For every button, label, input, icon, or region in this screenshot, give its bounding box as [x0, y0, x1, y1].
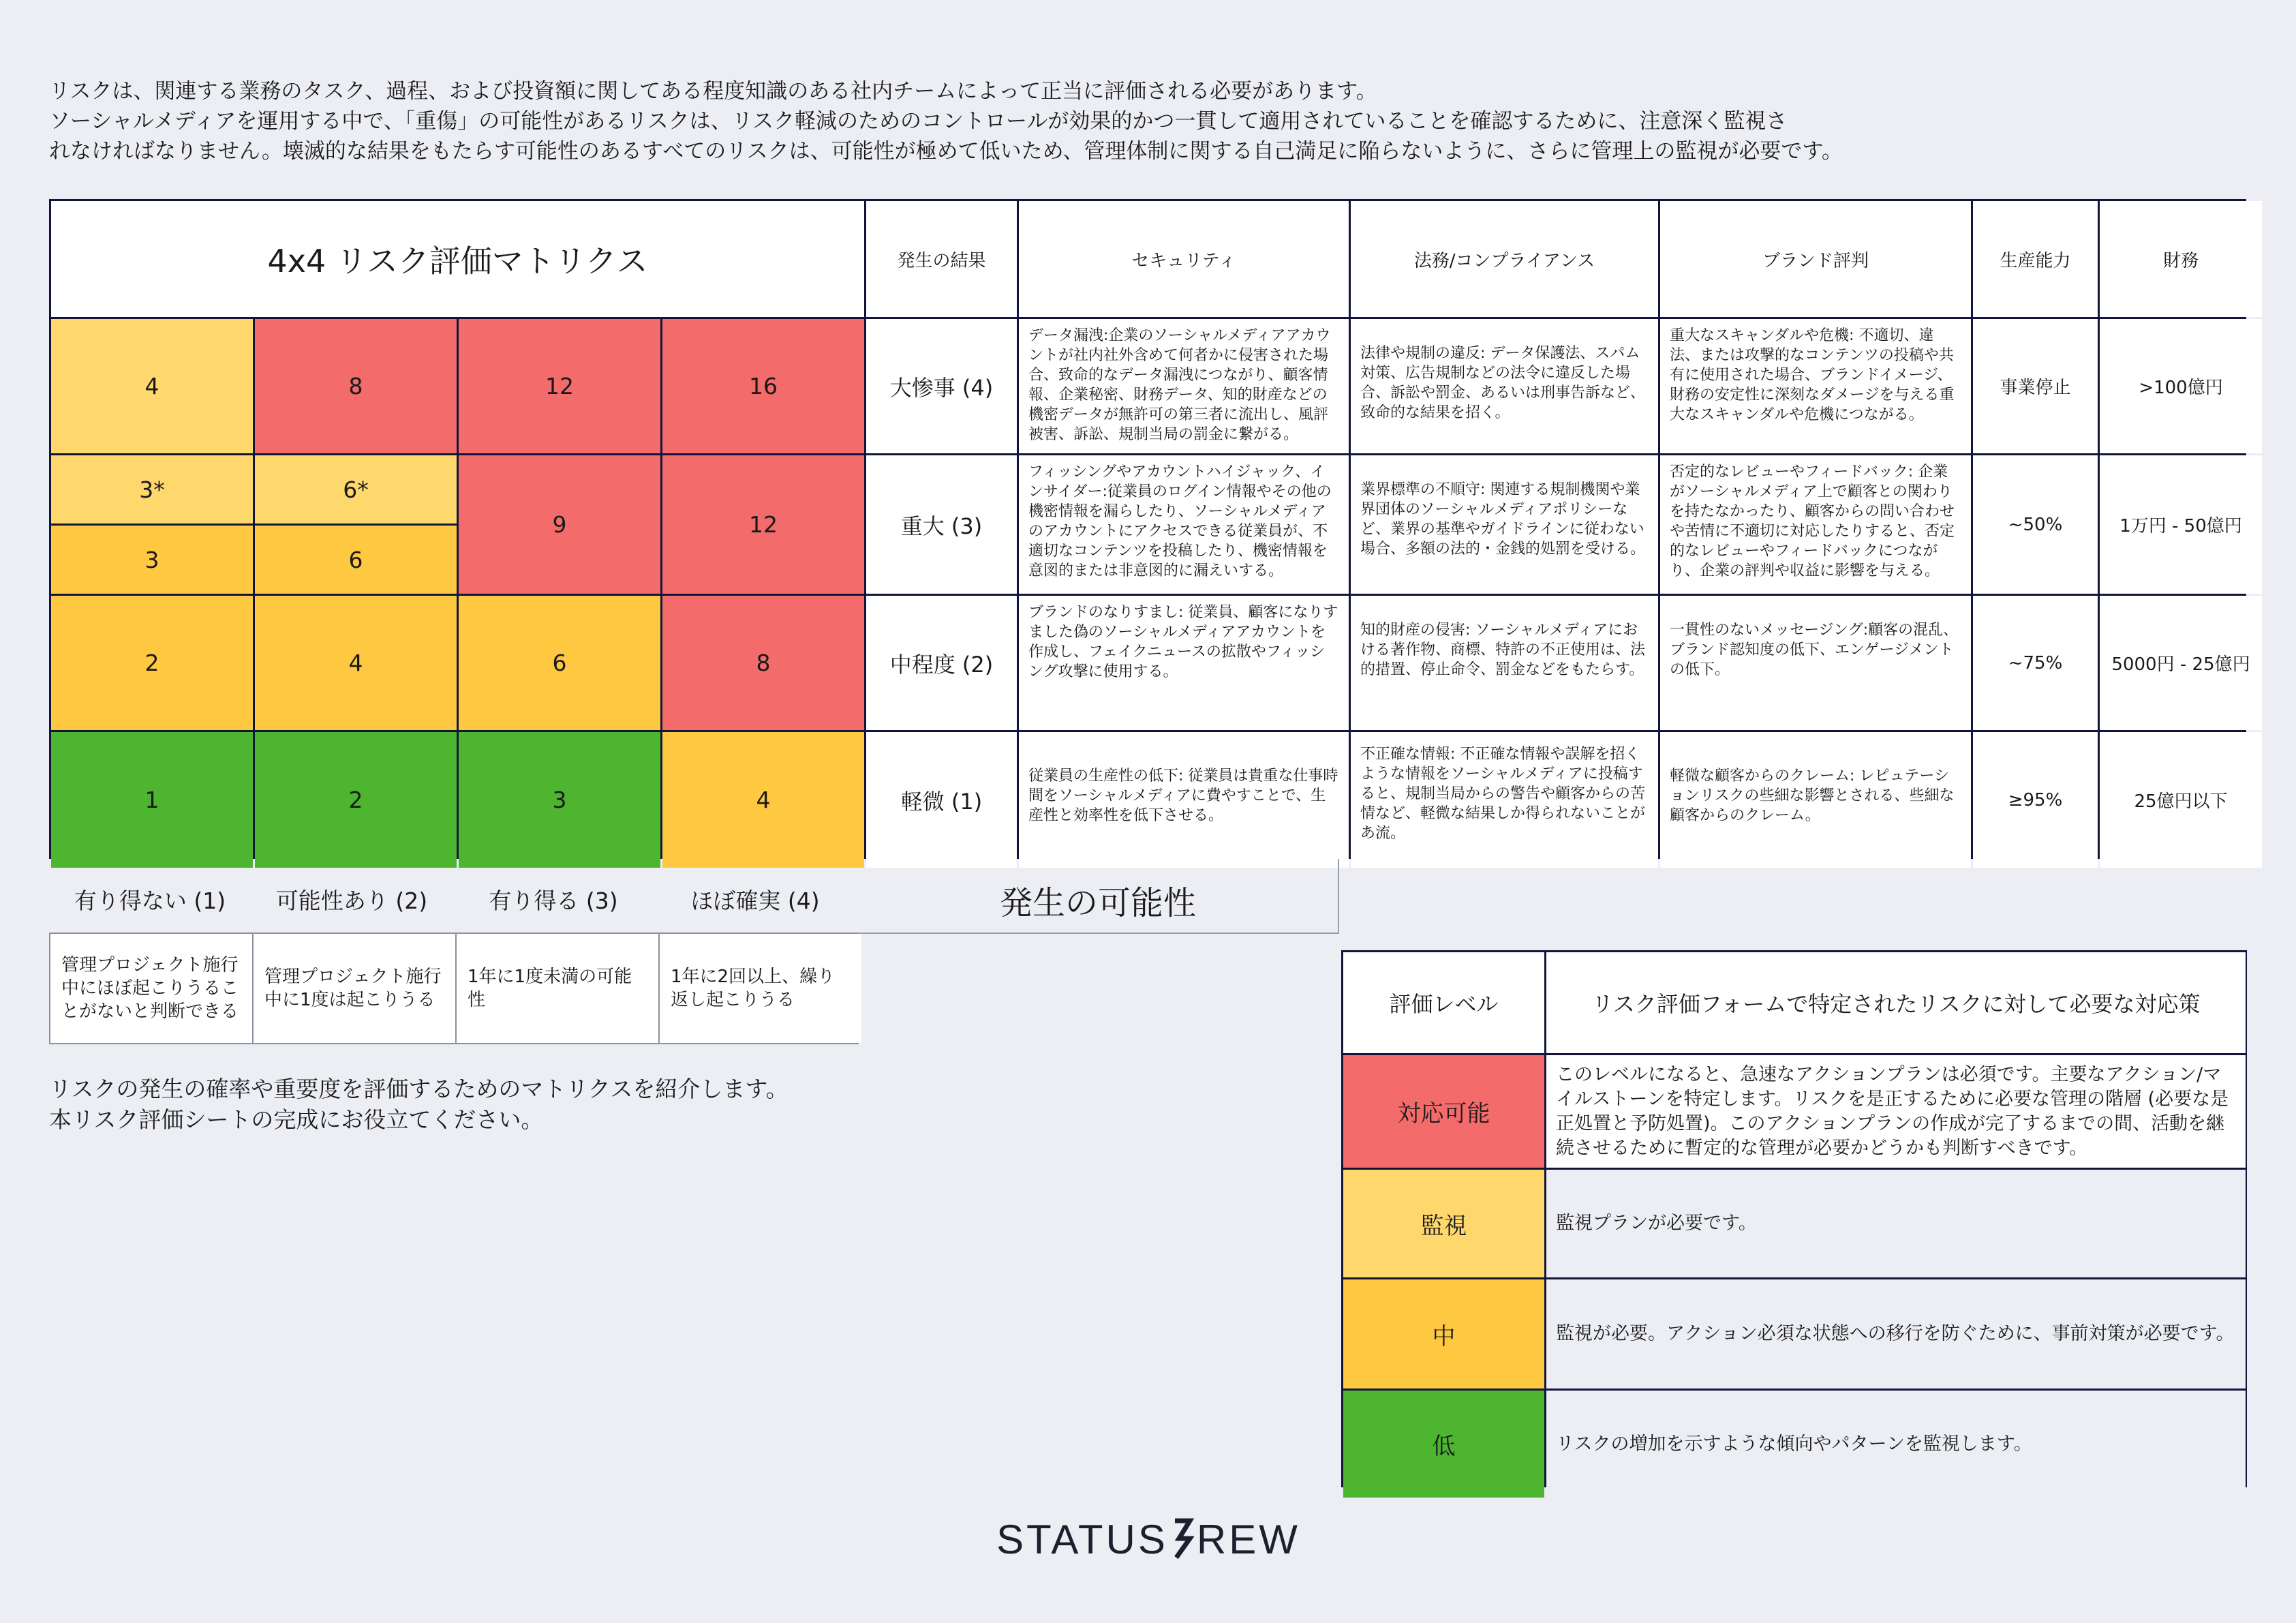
legend-level-monitor: 監視 — [1343, 1170, 1544, 1277]
matrix-cell-3-1-monitor: 3* — [51, 455, 253, 524]
matrix-cell-1-2: 2 — [255, 732, 457, 868]
likelihood-desc-3: 1年に1度未満の可能性 — [457, 934, 658, 1043]
brand-major: 否定的なレビューやフィードバック: 企業がソーシャルメディア上で顧客との関わりを持たなかったり、顧客からの問い合わせや苦情に不適切に対応したりすると、否定的なレビューやフィードバックにつながり、企業の評判や収益に影響を与える。 — [1660, 455, 1971, 594]
note-text — [49, 1074, 935, 1135]
header-finance: 財務 — [2100, 201, 2262, 317]
legend-header-level: 評価レベル — [1343, 952, 1544, 1053]
likelihood-label-1: 有り得ない (1) — [74, 888, 226, 914]
security-catastrophic: データ漏洩:企業のソーシャルメディアアカウントが社内社外含めて何者かに侵害された場合、致命的なデータ漏洩につながり、顧客情報、企業秘密、財務データ、知的財産などの機密データが無許可の第三者に流出し、風評被害、訴訟、規制当局の罰金に繋がる。 — [1019, 319, 1349, 453]
capacity-catastrophic: 事業停止 — [1973, 319, 2098, 453]
statuscrew-logo — [981, 1512, 1315, 1566]
legend-text-medium: 監視が必要。アクション必須な状態への移行を防ぐために、事前対策が必要です。 — [1546, 1279, 2246, 1389]
logo-text-right: REW — [1196, 1516, 1300, 1562]
security-moderate: ブランドのなりすまし: 従業員、顧客になりすました偽のソーシャルメディアアカウントを作成し、フェイクニュースの拡散やフィッシング攻撃に使用する。 — [1019, 596, 1349, 730]
brand-minor: 軽微な顧客からのクレーム: レピュテーションリスクの些細な影響とされる、些細な顧客からのクレーム。 — [1660, 732, 1971, 868]
likelihood-desc-2: 管理プロジェクト施行中に1度は起こりうる — [254, 934, 455, 1043]
capacity-major: ~50% — [1973, 455, 2098, 594]
matrix-cell-4-1: 4 — [51, 319, 253, 453]
matrix-cell-4-2: 8 — [255, 319, 457, 453]
logo-mark-icon — [1171, 1518, 1194, 1560]
likelihood-desc-1: 管理プロジェクト施行中にほぼ起こりうることがないと判断できる — [50, 934, 252, 1043]
level-catastrophic: 大惨事 (4) — [866, 319, 1017, 453]
level-minor: 軽微 (1) — [866, 732, 1017, 868]
intro-text — [49, 76, 2250, 166]
logo-text-left: STATUS — [996, 1516, 1168, 1562]
legend-level-medium: 中 — [1343, 1279, 1544, 1389]
legend-text-low: リスクの増加を示すような傾向やパターンを監視します。 — [1546, 1391, 2246, 1498]
risk-matrix — [49, 199, 2250, 859]
legal-moderate: 知的財産の侵害: ソーシャルメディアにおける著作物、商標、特許の不正使用は、法的措置、停止命令、罰金などをもたらす。 — [1351, 596, 1658, 730]
likelihood-label-3: 有り得る (3) — [489, 888, 618, 914]
security-minor: 従業員の生産性の低下: 従業員は貴重な仕事時間をソーシャルメディアに費やすことで、生産性と効率性を低下させる。 — [1019, 732, 1349, 868]
matrix-cell-3-3: 9 — [459, 455, 660, 594]
header-brand: ブランド評判 — [1660, 201, 1971, 317]
header-legal: 法務/コンプライアンス — [1351, 201, 1658, 317]
likelihood-axis — [49, 859, 1339, 934]
header-security: セキュリティ — [1019, 201, 1349, 317]
matrix-cell-3-1: 3 — [51, 526, 253, 594]
level-moderate: 中程度 (2) — [866, 596, 1017, 730]
finance-catastrophic: >100億円 — [2100, 319, 2262, 453]
security-major: フィッシングやアカウントハイジャック、インサイダー:従業員のログイン情報やその他の機密情報を漏らしたり、ソーシャルメディアのアカウントにアクセスできる従業員が、不適切なコンテンツを投稿したり、機密情報を意図的または非意図的に漏えいする。 — [1019, 455, 1349, 594]
matrix-cell-1-4: 4 — [662, 732, 864, 868]
capacity-minor: ≥95% — [1973, 732, 2098, 868]
intro-line-1: リスクは、関連する業務のタスク、過程、および投資額に関してある程度知識のある社内チームによって正当に評価される必要があります。 — [49, 79, 1377, 104]
legend-table — [1341, 950, 2247, 1487]
matrix-title: 4x4 リスク評価マトリクス — [51, 201, 864, 317]
matrix-cell-3-2: 6 — [255, 526, 457, 594]
intro-line-3: れなければなりません。壊滅的な結果をもたらす可能性のあるすべてのリスクは、可能性が極めて低いため、管理体制に関する自己満足に陥らないように、さらに管理上の監視が必要です。 — [49, 139, 1843, 164]
note-line-2: 本リスク評価シートの完成にお役立てください。 — [49, 1106, 544, 1133]
legal-minor: 不正確な情報: 不正確な情報や誤解を招くような情報をソーシャルメディアに投稿すると、規制当局からの警告や顧客からの苦情など、軽微な結果しか得られないことがあ流。 — [1351, 732, 1658, 868]
capacity-moderate: ~75% — [1973, 596, 2098, 730]
finance-moderate: 5000円 - 25億円 — [2100, 596, 2262, 730]
matrix-cell-2-3: 6 — [459, 596, 660, 730]
brand-catastrophic: 重大なスキャンダルや危機: 不適切、違法、または攻撃的なコンテンツの投稿や共有に使用された場合、ブランドイメージ、財務の安定性に深刻なダメージを与える重大なスキャンダルや危機につながる。 — [1660, 319, 1971, 453]
likelihood-label-2: 可能性あり (2) — [275, 888, 428, 914]
legend-level-low: 低 — [1343, 1391, 1544, 1498]
likelihood-label-4: ほぼ確実 (4) — [690, 888, 820, 914]
brand-moderate: 一貫性のないメッセージング:顧客の混乱、ブランド認知度の低下、エンゲージメントの低下。 — [1660, 596, 1971, 730]
legend-text-action: このレベルになると、急速なアクションプランは必須です。主要なアクション/マイルストーンを特定します。リスクを是正するために必要な管理の階層 (必要な是正処置と予防処置)。このアクションプランの作成が完了するまでの間、活動を継続させるために暫定的な管理が必要かどうかも判断すべきです。 — [1546, 1055, 2246, 1168]
matrix-cell-2-1: 2 — [51, 596, 253, 730]
note-line-1: リスクの発生の確率や重要度を評価するためのマトリクスを紹介します。 — [49, 1076, 789, 1102]
matrix-cell-3-2-monitor: 6* — [255, 455, 457, 524]
header-consequence: 発生の結果 — [866, 201, 1017, 317]
header-capacity: 生産能力 — [1973, 201, 2098, 317]
matrix-cell-4-3: 12 — [459, 319, 660, 453]
likelihood-desc-4: 1年に2回以上、繰り返し起こりうる — [660, 934, 861, 1043]
finance-minor: 25億円以下 — [2100, 732, 2262, 868]
legal-catastrophic: 法律や規制の違反: データ保護法、スパム対策、広告規制などの法令に違反した場合、訴訟や罰金、あるいは刑事告訴など、致命的な結果を招く。 — [1351, 319, 1658, 453]
matrix-cell-3-4: 12 — [662, 455, 864, 594]
legend-header-action: リスク評価フォームで特定されたリスクに対して必要な対応策 — [1546, 952, 2246, 1053]
finance-major: 1万円 - 50億円 — [2100, 455, 2262, 594]
matrix-cell-4-4: 16 — [662, 319, 864, 453]
legend-level-action: 対応可能 — [1343, 1055, 1544, 1168]
matrix-cell-1-3: 3 — [459, 732, 660, 868]
matrix-cell-2-4: 8 — [662, 596, 864, 730]
matrix-cell-2-2: 4 — [255, 596, 457, 730]
matrix-cell-1-1: 1 — [51, 732, 253, 868]
legend-text-monitor: 監視プランが必要です。 — [1546, 1170, 2246, 1277]
legal-major: 業界標準の不順守: 関連する規制機関や業界団体のソーシャルメディアポリシーなど、業界の基準やガイドラインに従わない場合、多額の法的・金銭的処罰を受ける。 — [1351, 455, 1658, 594]
likelihood-title: 発生の可能性 — [999, 884, 1196, 922]
intro-line-2: ソーシャルメディアを運用する中で、「重傷」の可能性があるリスクは、リスク軽減のためのコントロールが効果的かつ一貫して適用されていることを確認するために、注意深く監視さ — [49, 109, 1788, 134]
likelihood-description-table — [49, 932, 859, 1044]
level-major: 重大 (3) — [866, 455, 1017, 594]
